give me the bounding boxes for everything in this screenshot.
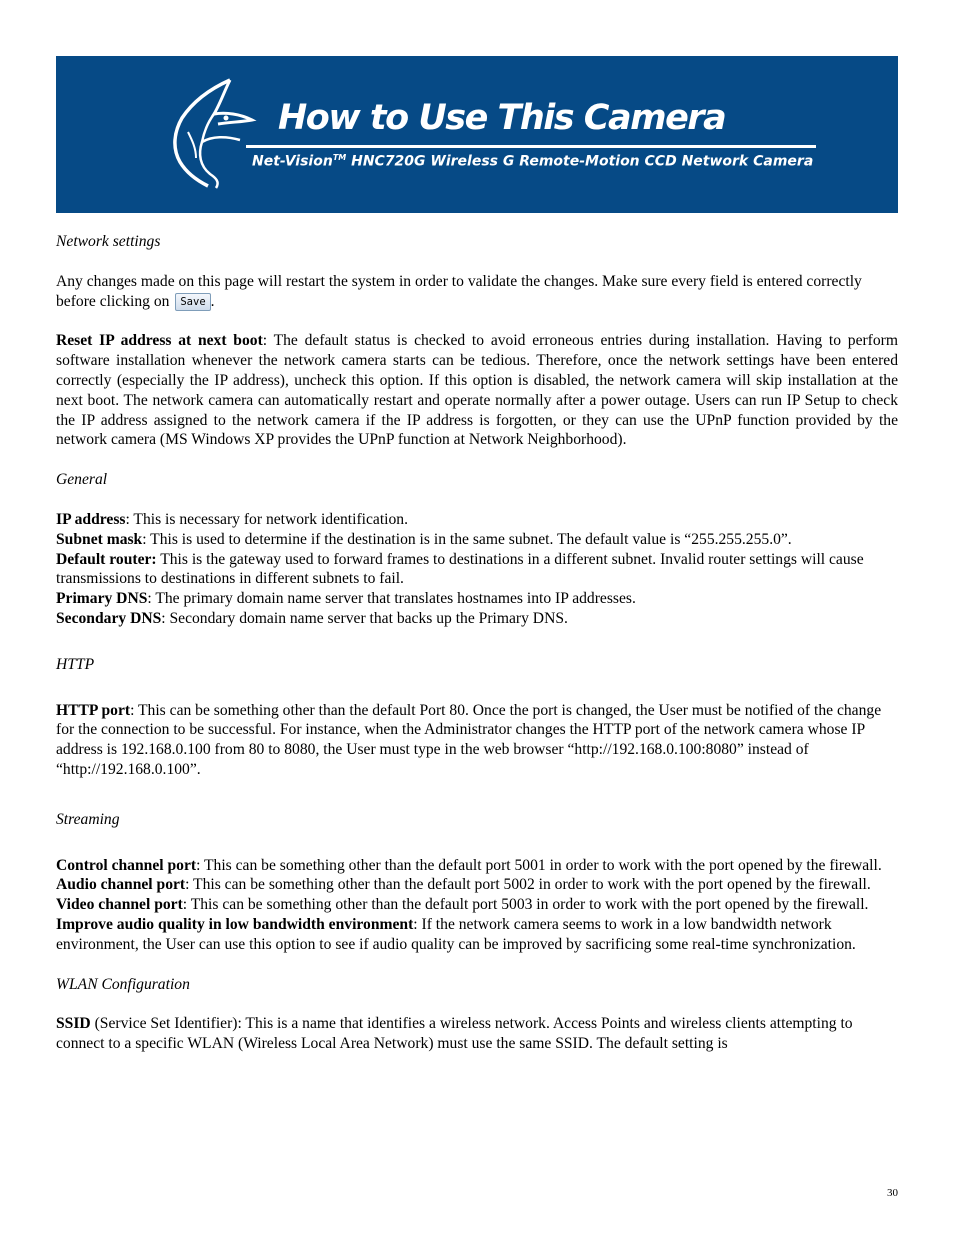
document-body: [56, 232, 898, 1054]
section-heading-streaming: Streaming: [56, 810, 120, 828]
definition-item: [56, 609, 898, 629]
section-heading-http: HTTP: [56, 655, 95, 673]
definition-item: [56, 915, 898, 955]
banner-divider: [246, 145, 816, 148]
page-number: 30: [887, 1187, 898, 1199]
definition-item: [56, 589, 898, 609]
eagle-logo-icon: [168, 74, 276, 189]
term-http-port: HTTP port: [56, 701, 131, 719]
banner-title: How to Use This Camera: [278, 98, 726, 138]
definition-text: : This can be something other than the default port 5002 in order to work with the port opened by the firewall.: [185, 876, 871, 894]
term-primary-dns: Primary DNS: [56, 590, 148, 608]
definition-item: [56, 1014, 898, 1054]
definition-item: [56, 530, 898, 550]
term-reset-ip: Reset IP address at next boot: [56, 332, 263, 350]
definition-text: (Service Set Identifier): This is a name that identifies a wireless network. Access Points and wireless clients attempting to connect to a specific WLAN (Wireless Local Area Network) must use the same SSID. The default setting is: [56, 1015, 853, 1053]
subtitle-brand: Net-Vision: [252, 153, 333, 170]
reset-ip-paragraph: [56, 331, 898, 450]
term-ssid: SSID: [56, 1015, 91, 1033]
intro-text: Any changes made on this page will restart the system in order to validate the changes. Make sure every field is entered correctly before clicking on: [56, 272, 862, 310]
definition-text: : This is used to determine if the destination is in the same subnet. The default value is “255.255.255.0”.: [142, 530, 792, 548]
term-secondary-dns: Secondary DNS: [56, 609, 162, 627]
section-heading-wlan: WLAN Configuration: [56, 975, 190, 993]
save-button[interactable]: Save: [175, 293, 210, 311]
definition-text: This is the gateway used to forward frames to destinations in a different subnet. Invalid router settings will cause transmissions to destinations in different subnets to fail.: [56, 550, 864, 588]
definition-item: [56, 875, 898, 895]
network-settings-intro: [56, 272, 898, 312]
banner-subtitle: [252, 153, 813, 170]
definition-item: [56, 701, 898, 780]
term-audio-channel-port: Audio channel port: [56, 876, 186, 894]
definition-text: : This can be something other than the default Port 80. Once the port is changed, the User must be notified of the change for the connection to be successful. For instance, when the Administrator changes the HTTP port of the network camera whose IP address is 192.168.0.100 from 80 to 8080, the User must type in the web browser “http://192.168.0.100:8080” instead of “http://192.168.0.100”.: [56, 701, 882, 778]
section-heading-general: General: [56, 471, 108, 489]
definition-item: [56, 550, 898, 590]
term-ip-address: IP address: [56, 510, 126, 528]
term-subnet-mask: Subnet mask: [56, 530, 143, 548]
term-video-channel-port: Video channel port: [56, 896, 183, 914]
definition-text: : If the network camera seems to work in a low bandwidth network environment, the User can use this option to see if audio quality can be improved by sacrificing some real-time synchronization.: [56, 915, 856, 953]
term-improve-audio-quality: Improve audio quality in low bandwidth environment: [56, 915, 414, 933]
definition-item: [56, 856, 898, 876]
header-banner: [56, 56, 898, 213]
definition-text: : This is necessary for network identification.: [125, 510, 408, 528]
definition-text: : This can be something other than the default port 5001 in order to work with the port opened by the firewall.: [196, 856, 882, 874]
definition-text: : Secondary domain name server that backs up the Primary DNS.: [161, 609, 568, 627]
definition-item: [56, 510, 898, 530]
intro-end: .: [210, 292, 215, 310]
definition-text: : The primary domain name server that translates hostnames into IP addresses.: [147, 590, 636, 608]
trademark-mark: TM: [332, 153, 347, 162]
section-heading-network-settings: Network settings: [56, 233, 161, 250]
term-default-router: Default router:: [56, 550, 157, 568]
term-control-channel-port: Control channel port: [56, 856, 197, 874]
definition-item: [56, 895, 898, 915]
definition-text: : This can be something other than the default port 5003 in order to work with the port opened by the firewall.: [182, 896, 869, 914]
reset-ip-text: : The default status is checked to avoid erroneous entries during installation. Having to perform software installation whenever the network camera starts can be tedious. Therefore, once the network settings have been entered correctly (especially the IP address), uncheck this option. If this option is disabled, the network camera will skip installation at the next boot. The network camera can automatically restart and operate normally after a power outage. Users can run IP Setup to check the IP address assigned to the network camera if the IP address is forgotten, or they can use the UPnP function provided by the network camera (MS Windows XP provides the UPnP function at Network Neighborhood).: [56, 332, 898, 449]
subtitle-product: HNC720G Wireless G Remote-Motion CCD Network Camera: [346, 153, 814, 170]
